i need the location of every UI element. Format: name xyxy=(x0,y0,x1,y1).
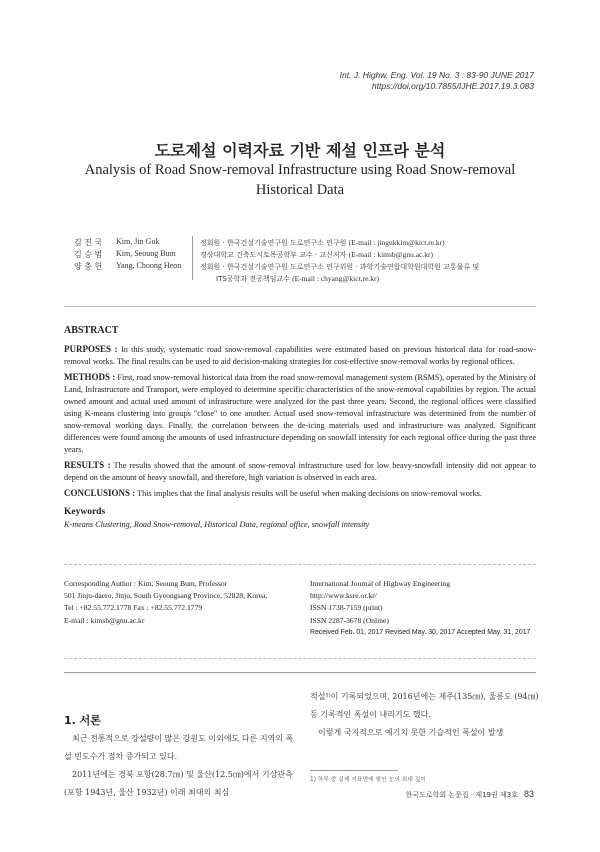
footnote: 1) 하루 중 실제 지표면에 쌓인 눈의 최대 깊이 xyxy=(310,777,426,783)
author-email: (E-mail : kimsb@gnu.ac.kr) xyxy=(348,250,433,259)
journal-doi[interactable]: https://doi.org/10.7855/IJHE.2017.19.3.083 xyxy=(371,81,534,91)
journal-url[interactable]: http://www.ksre.or.kr/ xyxy=(310,591,377,601)
page-number: 83 xyxy=(523,789,534,799)
affiliation-text: 경상대학교 건축도시토목공학부 교수 · 교신저자 xyxy=(200,251,347,259)
corr-author: Corresponding Author : Kim, Seoung Bum, Professor xyxy=(64,579,228,588)
purposes-label: PURPOSES : xyxy=(64,344,118,354)
body-column-left xyxy=(64,712,294,802)
author-name-en: Kim, Seoung Bum xyxy=(116,249,176,258)
title-english: Analysis of Road Snow-removal Infrastructure using Road Snow-removal Historical Data xyxy=(84,162,516,198)
page-footer xyxy=(406,789,534,800)
issn-online: ISSN 2287-3678 (Online) xyxy=(310,615,389,625)
issn-print: ISSN 1738-7159 (print) xyxy=(310,603,383,613)
journal-info-block xyxy=(310,578,540,639)
author-affiliation xyxy=(200,237,530,249)
author-name-en: Yang, Choong Heon xyxy=(116,261,182,270)
dashed-divider-bottom xyxy=(64,658,536,659)
abstract-results xyxy=(64,459,536,484)
body-paragraph: 이렇게 국지적으로 예기치 못한 기습적인 폭설이 발생 xyxy=(318,728,504,737)
corr-address: 501 Jinju-daero, Jinju, South Gyeongsang Province, 52828, Korea, xyxy=(64,591,268,601)
header-divider xyxy=(64,306,536,307)
keywords-heading: Keywords xyxy=(64,507,106,517)
corr-email[interactable]: E-mail : kimsb@gnu.ac.kr xyxy=(64,615,145,625)
journal-citation: Int. J. Highw. Eng. Vol. 19 No. 3 : 83-90 JUNE 2017 xyxy=(339,70,534,80)
article-dates: Received Feb. 01, 2017 Revised May. 30, 2017 Accepted May. 31, 2017 xyxy=(310,628,531,636)
methods-label: METHODS : xyxy=(64,372,116,382)
body-paragraph: 최근 전통적으로 강설량이 많은 강원도 이외에도 다른 지역의 폭설 빈도수가 점차 증가되고 있다. xyxy=(64,734,294,761)
author-email: (E-mail : jingukkim@kict.re.kr) xyxy=(348,238,445,247)
author-name-ko: 김 진 국 xyxy=(74,238,103,247)
abstract-purposes xyxy=(64,343,536,368)
author-affiliation xyxy=(200,261,530,285)
footnote-rule xyxy=(310,770,398,771)
affiliation-text-line2: ITS공학과 전공책임교수 xyxy=(216,275,290,283)
correspondence-block xyxy=(64,578,304,627)
abstract-conclusions xyxy=(64,487,536,500)
body-paragraph: 적설¹⁾이 기록되었으며, 2016년에는 제주(135㎝), 울릉도 (94㎝) 등 기록적인 폭설이 내리기도 했다. xyxy=(310,692,539,719)
results-text: The results showed that the amount of snow-removal infrastructure used for low heavy-snowfall intensity did not appear to depend on the amount of heavy snowfall, and therefore, high variation is observed in each area. xyxy=(64,461,536,482)
keywords-text: K-means Clustering, Road Snow-removal, Historical Data, regional office, snowfall intensity xyxy=(64,520,370,529)
conclusions-text: This implies that the final analysis results will be useful when making decisions on snow-removal works. xyxy=(137,489,482,498)
journal-header xyxy=(340,70,534,92)
footer-journal: 한국도로학회 논문집 · 제19권 제3호 xyxy=(405,791,518,799)
abstract-methods xyxy=(64,371,536,456)
methods-text: First, road snow-removal historical data from the road snow-removal management system (RSMS), operated by the Ministry of Land, Infrastructure and Transport, were employed to determine specific characteristics of the snow-removal capabilities by region. The actual owned amount and actual used amount of infrastructure were analyzed for the past three years. Second, the regional offices were classified using K-means clustering into groups "close" to one another. Actual used snow-removal infrastructure was determined from the number of snow-removal working days. Finally, the correlation between the de-icing materials used and infrastructure was analyzed. Significant differences were found among the amounts of used infrastructure depending on snowfall intensity for each regional office during the past three years. xyxy=(64,373,536,454)
author-name-ko: 양 충 헌 xyxy=(74,262,103,271)
abstract-heading: ABSTRACT xyxy=(64,325,119,336)
purposes-text: In this study, systematic road snow-removal capabilities were estimated based on previous historical data for road-snow-removal works. The final results can be used to aid decision-making strategies for cost-effective snow-removal works by regional offices. xyxy=(64,345,537,366)
section-heading: 1. 서론 xyxy=(64,714,101,727)
title-korean: 도로제설 이력자료 기반 제설 인프라 분석 xyxy=(154,141,446,160)
affiliation-text: 정회원 · 한국건설기술연구원 도로연구소 연구원 xyxy=(200,239,347,247)
affiliation-text: 정회원 · 한국건설기술연구원 도로연구소 연구위원 · 과학기술연합대학원대학원 교통물류 및 xyxy=(200,263,480,271)
body-paragraph: 2011년에는 경북 포항(28.7㎝) 및 울산(12.5㎝)에서 기상관측(포항 1943년, 울산 1932년) 이래 최대의 최심 xyxy=(64,770,293,797)
results-label: RESULTS : xyxy=(64,460,111,470)
body-column-right xyxy=(310,692,540,742)
author-email: (E-mail : chyang@kict.re.kr) xyxy=(292,274,379,283)
body-top-rule xyxy=(64,672,536,673)
journal-name: International Journal of Highway Engineering xyxy=(310,579,451,588)
author-affiliation xyxy=(200,249,530,261)
conclusions-label: CONCLUSIONS : xyxy=(64,488,136,498)
dashed-divider-top xyxy=(64,564,536,565)
author-name-en: Kim, Jin Guk xyxy=(116,237,160,246)
corr-phone: Tel : +82.55.772.1778 Fax : +82.55.772.1779 xyxy=(64,603,203,613)
abstract-section xyxy=(64,325,536,534)
author-name-ko: 김 승 범 xyxy=(74,250,103,259)
